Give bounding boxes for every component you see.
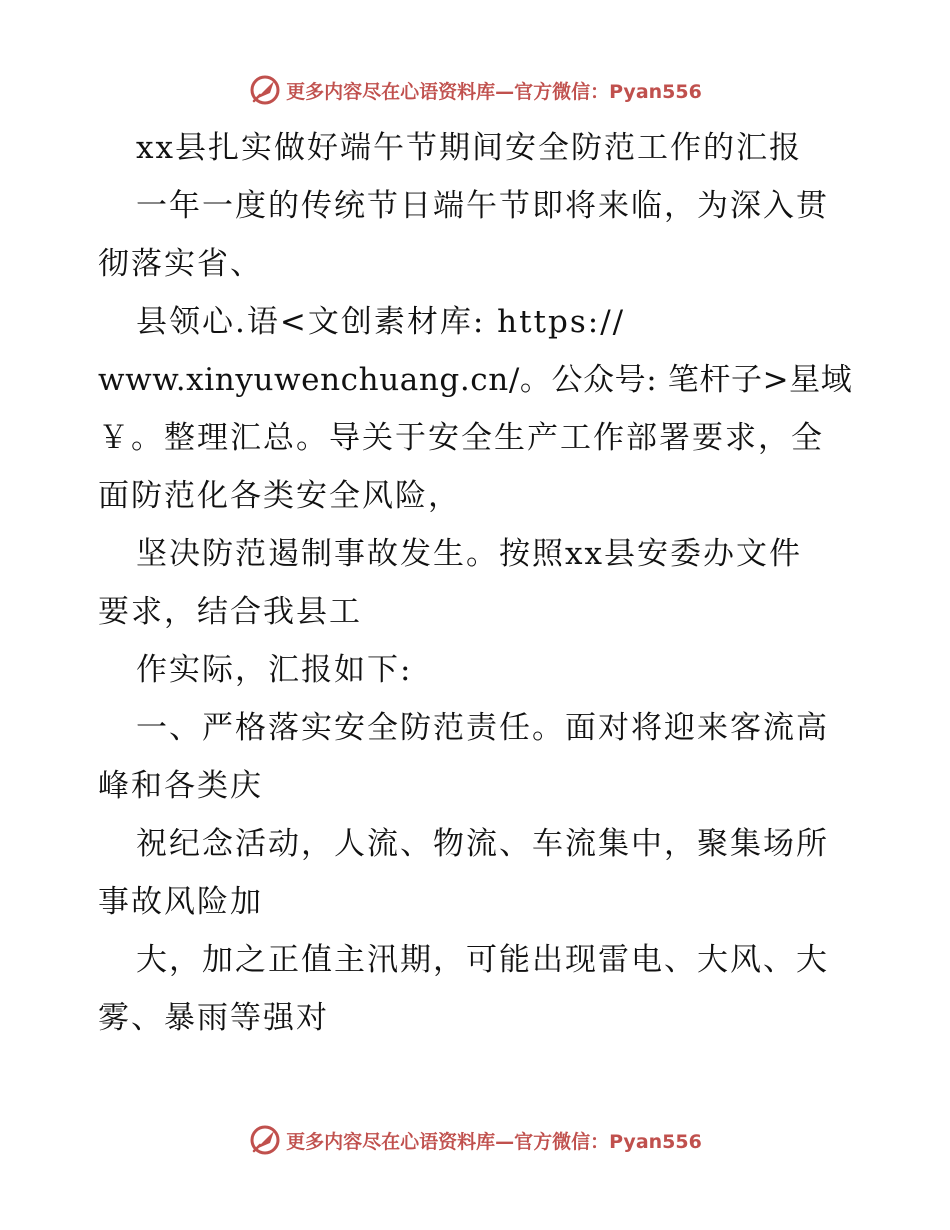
paragraph-line: 县领心.语<文创素材库: https://: [136, 304, 626, 340]
quill-seal-icon: [248, 73, 282, 107]
footer-banner: [0, 1120, 950, 1160]
paragraph-line: 一年一度的传统节日端午节即将来临，为深入贯: [136, 188, 829, 224]
paragraph-line: 坚决防范遏制事故发生。按照xx县安委办文件: [136, 536, 802, 572]
quill-seal-icon: [248, 1123, 282, 1157]
document-title: xx县扎实做好端午节期间安全防范工作的汇报: [136, 130, 802, 166]
paragraph-line: 大，加之正值主汛期，可能出现雷电、大风、大: [136, 942, 829, 978]
header-banner: [0, 70, 950, 110]
paragraph-line: 峰和各类庆: [98, 768, 263, 804]
paragraph-line: 面防范化各类安全风险，: [98, 478, 461, 514]
paragraph-line: 事故风险加: [98, 884, 263, 920]
paragraph-line: 雾、暴雨等强对: [98, 1000, 329, 1036]
footer-banner-text: 更多内容尽在心语资料库—官方微信：Pyan556: [286, 1130, 702, 1153]
paragraph-line: 要求，结合我县工: [98, 594, 362, 630]
paragraph-line: www.xinyuwenchuang.cn/。公众号: 笔杆子>星域: [98, 362, 853, 398]
paragraph-line: 祝纪念活动，人流、物流、车流集中，聚集场所: [136, 826, 829, 862]
paragraph-line: ￥。整理汇总。导关于安全生产工作部署要求，全: [98, 420, 824, 456]
paragraph-line: 彻落实省、: [98, 246, 263, 282]
section-heading-line: 一、严格落实安全防范责任。面对将迎来客流高: [136, 710, 829, 746]
header-banner-text: 更多内容尽在心语资料库—官方微信：Pyan556: [286, 80, 702, 103]
paragraph-line: 作实际，汇报如下:: [136, 652, 413, 688]
